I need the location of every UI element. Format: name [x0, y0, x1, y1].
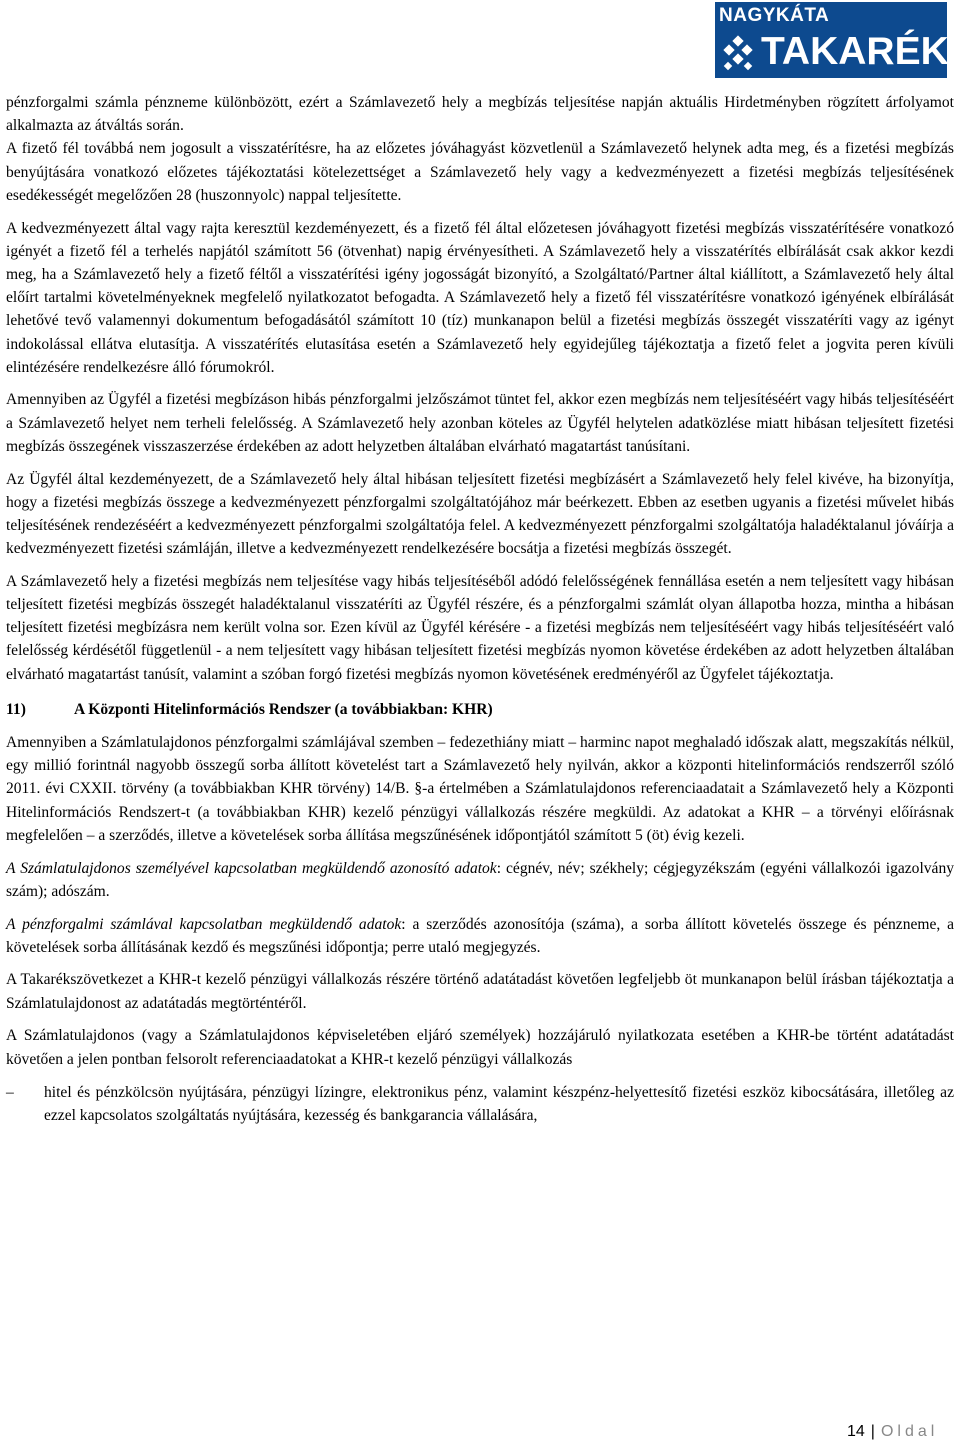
logo-line-1: NAGYKÁTA — [719, 5, 830, 26]
section-number: 11) — [6, 700, 26, 718]
paragraph: Az Ügyfél által kezdeményezett, de a Számlavezető hely által hibásan teljesített fizetési megbízásért a Számlavezető hely felel kivéve, ha bizonyítja, hogy a fizetési megbízás összege a kedvezményezett pénzforgalmi szolgáltatójához már beérkezett. Ebben az esetben ugyanis a fizetési művelet hibás teljesítésének rendezéséért a kedvezményezett pénzforgalmi szolgáltatója felel. A kedvezményezett pénzforgalmi szolgáltatója haladéktalanul jóváírja a kedvezményezett fizetési számláján, illetve a kedvezményezett rendelkezésére bocsátja a fizetési megbízás összegét. — [6, 470, 954, 558]
page-label: Oldal — [880, 1423, 939, 1440]
page-number: 14 — [847, 1423, 865, 1440]
paragraph: Amennyiben az Ügyfél a fizetési megbízáson hibás pénzforgalmi jelzőszámot tüntet fel, akkor ezen megbízás nem teljesítéséért vagy hibás teljesítéséért a Számlavezető helyet nem terheli felelősség. A Számlavezető hely azonban köteles az Ügyfél helytelen adatközlése miatt hibásan teljesített fizetési megbízás összegének visszaszerzése érdekében az adott helyzetben általában elvárható magatartást tanúsítani. — [6, 391, 954, 455]
logo-line-2: TAKARÉK — [761, 30, 949, 73]
document-body — [6, 91, 954, 1127]
list-item — [6, 1081, 954, 1127]
italic-text: : a szerződés azonosítója (száma), a sorba állított követelés összege és pénzneme, a követelések sorba állításának kezdő és megszűnési időpontja; perre utaló megjegyzés. — [6, 915, 955, 956]
paragraph: A Számlavezető hely a fizetési megbízás nem teljesítése vagy hibás teljesítéséből adódó felelősségének fennállása esetén a nem teljesített vagy hibásan teljesített fizetési megbízás összegét haladéktalanul visszatéríti az Ügyfél részére, és a pénzforgalmi számlát olyan állapotba hozza, mintha a hibásan teljesített fizetési megbízásra nem került volna sor. Ezen kívül az Ügyfél kérésére - a fizetési megbízás nem teljesítéséért vagy hibás teljesítéséért való felelősség kérdésétől függetlenül - a nem teljesített vagy hibásan teljesített fizetési megbízás nyomon követése érdekében az adott helyzetben általában elvárható magatartást tanúsít, valamint a szóban forgó fizetési megbízás nyomon követésének eredményéről az Ügyfelet tájékoztatja. — [6, 572, 954, 683]
italic-label: A Számlatulajdonos személyével kapcsolatban megküldendő azonosító adatok — [6, 859, 497, 877]
italic-text: : cégnév, név; székhely; cégjegyzékszám (egyéni vállalkozói igazolvány szám); adószám. — [6, 859, 954, 900]
footer-separator: | — [870, 1423, 875, 1440]
paragraph: A kedvezményezett által vagy rajta keresztül kezdeményezett, és a fizető fél által előzetesen jóváhagyott fizetési megbízás visszatérítésére vonatkozó igényét a fizető fél a terhelés napjától számított 56 (ötvenhat) napig érvényesítheti. A Számlavezető hely a visszatérítés elbírálását csak akkor kezdi meg, ha a Számlavezető hely a fizető féltől a visszatérítési igény jogosságát bizonyító, a Szolgáltató/Partner által kiállított, a Számlavezető hely által előírt tartalmi követelményeknek megfelelő nyilatkozatot befogadta. A Számlavezető hely a fizető fél visszatérítésre vonatkozó igényének elbírálását lehetővé tevő valamennyi dokumentum befogadásától számított 10 (tíz) munkanapon belül a fizetési megbízás összegét visszatéríti vagy az igényt indokolással ellátva elutasítja. A visszatérítés elutasítása esetén a Számlavezető hely egyidejűleg tájékoztatja a fizető felet a jogvita peren kívüli elintézésére rendelkezésre álló fórumokról. — [6, 219, 954, 376]
paragraph: A Számlatulajdonos (vagy a Számlatulajdonos képviseletében eljáró személyek) hozzájáruló nyilatkozata esetében a KHR-be történt adatátadást követően a jelen pontban felsorolt referenciaadatokat a KHR-t kezelő pénzügyi vállalkozás — [6, 1027, 954, 1068]
nagykata-takarek-logo — [715, 2, 947, 78]
italic-item — [6, 857, 954, 903]
paragraph: A fizető fél továbbá nem jogosult a visszatérítésre, ha az előzetes jóváhagyást közvetlenül a Számlavezető helynek adta meg, és a fizetési megbízás benyújtására vonatkozó előzetes tájékoztatási kötelezettséget a Számlavezető hely vagy a kedvezményezett a fizetési megbízás teljesítésének esedékességét megelőzően 28 (huszonnyolc) nappal teljesítette. — [6, 140, 954, 204]
section-heading — [6, 698, 954, 721]
dash-bullet: – — [6, 1083, 14, 1101]
italic-label: A pénzforgalmi számlával kapcsolatban megküldendő adatok — [6, 915, 402, 933]
paragraph: pénzforgalmi számla pénzneme különbözött, ezért a Számlavezető hely a megbízás teljesítése napján aktuális Hirdetményben rögzített árfolyamot alkalmazta az átváltás során. — [6, 94, 954, 135]
page-footer — [847, 1423, 938, 1441]
list-item-text: hitel és pénzkölcsön nyújtására, pénzügyi lízingre, elektronikus pénz, valamint készpénz-helyettesítő fizetési eszköz kibocsátására, illetőleg az ezzel kapcsolatos szolgáltatás nyújtására, kezesség és bankgarancia vállalására, — [44, 1083, 954, 1124]
takarek-diamond-icon — [719, 35, 757, 73]
section-title: A Központi Hitelinformációs Rendszer (a továbbiakban: KHR) — [74, 700, 493, 718]
paragraph: Amennyiben a Számlatulajdonos pénzforgalmi számlájával szemben – fedezethiány miatt – harminc napot meghaladó időszak alatt, megszakítás nélkül, egy millió forintnál nagyobb összegű sorba állított követelést tart a Számlavezető hely nyilván, akkor a központi hitelinformációs rendszerről szóló 2011. évi CXXII. törvény (a továbbiakban KHR törvény) 14/B. §-a értelmében a Számlatulajdonos referenciaadatait a Számlavezető hely a Központi Hitelinformációs Rendszert-t (a továbbiakban KHR) kezelő pénzügyi vállalkozás részére megküldi. Az adatokat a KHR – a törvényi előírásnak megfelelően – a szerződés, illetve a követelések sorba állítása megszűnésének időpontjától számított 5 (öt) évig kezeli. — [6, 734, 954, 844]
paragraph: A Takarékszövetkezet a KHR-t kezelő pénzügyi vállalkozás részére történő adatátadást követően legfeljebb öt munkanapon belül írásban tájékoztatja a Számlatulajdonost az adatátadás megtörténtéről. — [6, 971, 954, 1012]
italic-item — [6, 913, 954, 959]
